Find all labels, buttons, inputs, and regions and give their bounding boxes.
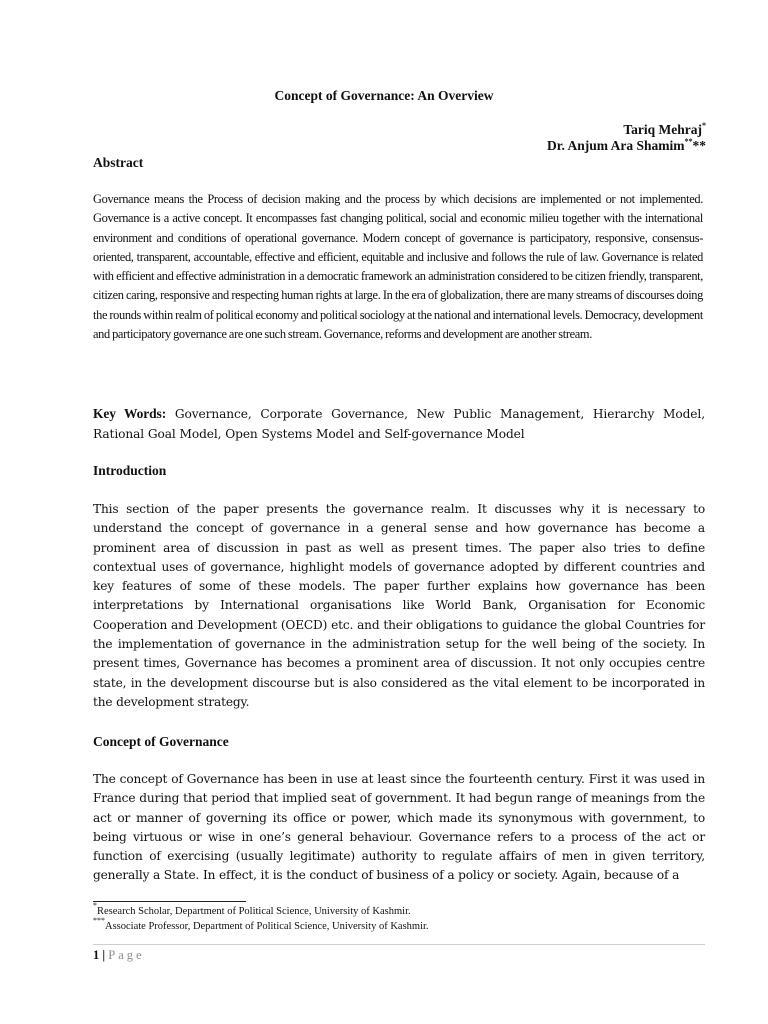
footnote-2 (93, 916, 429, 932)
keywords-label: Key Words: (93, 406, 167, 421)
page-separator: | (102, 948, 106, 962)
keywords-text: Governance, Corporate Governance, New Public Management, Hierarchy Model, Rational Goal Model, Open Systems Model and Self-governance Model (93, 407, 705, 441)
footnote-2-mark: *** (93, 916, 105, 925)
page-number: 1 (93, 948, 100, 962)
author-1-name: Tariq Mehraj (623, 122, 702, 137)
page-label: Page (108, 948, 145, 962)
introduction-heading: Introduction (93, 463, 167, 478)
footnote-2-text: Associate Professor, Department of Political Science, University of Kashmir. (105, 921, 429, 932)
abstract-text: Governance means the Process of decision making and the process by which decisions are implemented or not implemented. Governance is a active concept. It encompasses fast changing political, social and economic milieu together with the international environment and conditions of operational governance. Modern concept of governance is participatory, responsive, consensus-oriented, transparent, accountable, effective and efficient, equitable and inclusive and follows the rule of law. Governance is related with efficient and effective administration in a democratic framework an administration considered to be citizen friendly, transparent, citizen caring, responsive and respecting human rights at large. In the era of globalization, there are many streams of discourses doing the rounds within realm of political economy and political sociology at the national and international levels. Democracy, development and participatory governance are one such stream. Governance, reforms and development are another stream. (93, 192, 703, 342)
footnote-1-mark: * (93, 901, 97, 910)
footnote-divider (93, 901, 246, 902)
concept-heading: Concept of Governance (93, 734, 229, 749)
author-2-name: Dr. Anjum Ara Shamim (546, 138, 685, 153)
paper-title: Concept of Governance: An Overview (274, 88, 494, 103)
footnote-1-text: Research Scholar, Department of Political Science, University of Kashmir. (97, 906, 411, 917)
introduction-text: This section of the paper presents the governance realm. It discusses why it is necessary to understand the concept of governance in a general sense and how governance has become a prominent area of discussion in past as well as present times. The paper also tries to define contextual uses of governance, highlight models of governance adopted by different countries and key features of some of these models. The paper further explains how governance has been interpretations by International organisations like World Bank, Organisation for Economic Cooperation and Development (OECD) etc. and their obligations to guidance the global Countries for the implementation of governance in the administration setup for the well being of the society. In present times, Governance has becomes a prominent area of discussion. It not only occupies centre state, in the development discourse but is also considered as the vital element to be incorporated in the development strategy. (93, 502, 705, 709)
abstract-heading: Abstract (93, 155, 144, 170)
footnote-1 (93, 901, 411, 917)
page-footer (93, 948, 145, 963)
keywords-paragraph (93, 404, 705, 444)
concept-text: The concept of Governance has been in use at least since the fourteenth century. First it was used in France during that period that implied seat of government. It had begun range of meanings from the act or manner of governing its office or power, which made its synonymous with government, to being virtuous or wise in one’s general behaviour. Governance refers to a process of the act or function of exercising (usually legitimate) authority to regulate affairs of men in given territory, generally a State. In effect, it is the conduct of business of a policy or society. Again, because of a (93, 772, 705, 883)
author-2-trail: ** (692, 138, 706, 153)
author-1-mark: * (702, 121, 706, 130)
author-2-mark: ** (684, 137, 693, 146)
footer-divider (93, 944, 705, 945)
author-2 (547, 138, 706, 154)
author-1 (623, 122, 706, 138)
